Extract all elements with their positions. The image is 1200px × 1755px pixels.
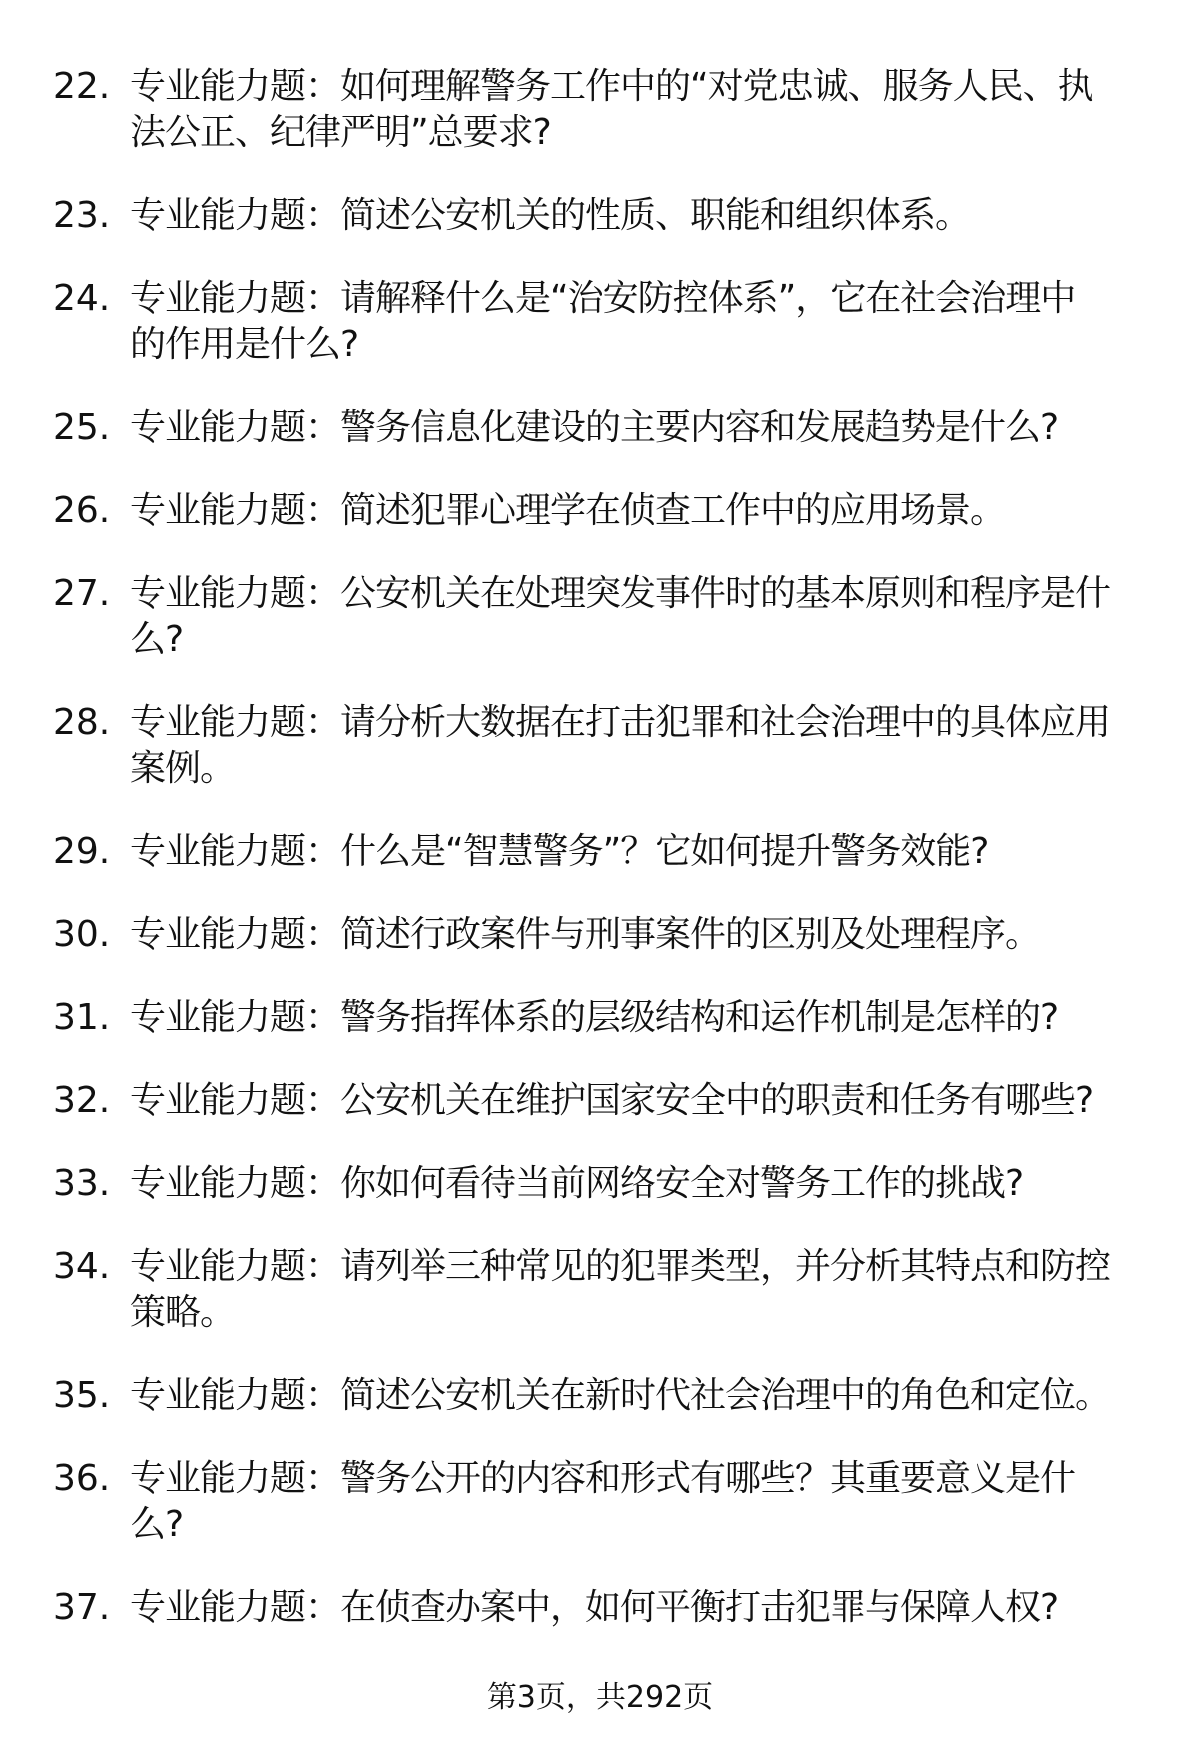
question-item: [0, 571, 1200, 663]
question-text-line: 专业能力题：请解释什么是“治安防控体系”，它在社会治理中: [130, 278, 1076, 319]
page-number: 第3页，共292页: [486, 1680, 714, 1715]
question-text: [130, 405, 1200, 451]
question-number: 30.: [53, 914, 111, 955]
question-item: [0, 276, 1200, 368]
question-number: 24.: [53, 278, 111, 319]
question-text: [130, 1078, 1200, 1124]
question-number: 34.: [53, 1246, 111, 1287]
question-text: [130, 571, 1200, 663]
question-item: [0, 405, 1200, 451]
question-text: [130, 1585, 1200, 1631]
question-text: [130, 1161, 1200, 1207]
question-item: [0, 1585, 1200, 1631]
question-item: [0, 829, 1200, 875]
question-text-line: 法公正、纪律严明”总要求?: [130, 112, 551, 153]
question-text: [130, 1373, 1200, 1419]
question-text: [130, 276, 1200, 368]
question-number: 36.: [53, 1458, 111, 1499]
question-text-line: 专业能力题：在侦查办案中，如何平衡打击犯罪与保障人权?: [130, 1587, 1059, 1628]
question-text-line: 专业能力题：简述公安机关的性质、职能和组织体系。: [130, 195, 971, 236]
question-text-line: 案例。: [130, 748, 236, 789]
question-text-line: 专业能力题：简述犯罪心理学在侦查工作中的应用场景。: [130, 490, 1006, 531]
question-item: [0, 1161, 1200, 1207]
question-text-line: 专业能力题：警务指挥体系的层级结构和运作机制是怎样的?: [130, 997, 1059, 1038]
question-number: 32.: [53, 1080, 111, 1121]
question-number: 29.: [53, 831, 111, 872]
question-item: [0, 700, 1200, 792]
question-number: 22.: [53, 66, 111, 107]
question-text-line: 专业能力题：简述行政案件与刑事案件的区别及处理程序。: [130, 914, 1041, 955]
question-text: [130, 995, 1200, 1041]
question-list: [0, 64, 1200, 1668]
question-text-line: 么?: [130, 1504, 184, 1545]
question-number: 25.: [53, 407, 111, 448]
question-text: [130, 912, 1200, 958]
question-item: [0, 1244, 1200, 1336]
question-item: [0, 488, 1200, 534]
question-item: [0, 193, 1200, 239]
question-number: 33.: [53, 1163, 111, 1204]
question-text-line: 专业能力题：警务信息化建设的主要内容和发展趋势是什么?: [130, 407, 1059, 448]
question-text: [130, 193, 1200, 239]
question-text-line: 专业能力题：警务公开的内容和形式有哪些？其重要意义是什: [130, 1458, 1076, 1499]
question-text-line: 策略。: [130, 1292, 236, 1333]
question-number: 23.: [53, 195, 111, 236]
question-item: [0, 995, 1200, 1041]
question-item: [0, 64, 1200, 156]
question-text-line: 专业能力题：请列举三种常见的犯罪类型，并分析其特点和防控: [130, 1246, 1111, 1287]
question-text-line: 专业能力题：简述公安机关在新时代社会治理中的角色和定位。: [130, 1375, 1111, 1416]
question-number: 27.: [53, 573, 111, 614]
question-text-line: 的作用是什么?: [130, 324, 359, 365]
question-text: [130, 1244, 1200, 1336]
question-number: 35.: [53, 1375, 111, 1416]
question-text-line: 专业能力题：什么是“智慧警务”？它如何提升警务效能?: [130, 831, 989, 872]
question-number: 31.: [53, 997, 111, 1038]
question-item: [0, 1456, 1200, 1548]
question-item: [0, 912, 1200, 958]
question-text-line: 专业能力题：如何理解警务工作中的“对党忠诚、服务人民、执: [130, 66, 1093, 107]
question-text: [130, 829, 1200, 875]
question-text: [130, 700, 1200, 792]
question-text-line: 专业能力题：公安机关在维护国家安全中的职责和任务有哪些?: [130, 1080, 1094, 1121]
question-text: [130, 64, 1200, 156]
question-item: [0, 1373, 1200, 1419]
question-number: 37.: [53, 1587, 111, 1628]
question-text-line: 专业能力题：请分析大数据在打击犯罪和社会治理中的具体应用: [130, 702, 1111, 743]
question-text-line: 专业能力题：公安机关在处理突发事件时的基本原则和程序是什: [130, 573, 1111, 614]
question-text: [130, 1456, 1200, 1548]
question-number: 28.: [53, 702, 111, 743]
question-text-line: 专业能力题：你如何看待当前网络安全对警务工作的挑战?: [130, 1163, 1024, 1204]
question-item: [0, 1078, 1200, 1124]
question-text: [130, 488, 1200, 534]
question-number: 26.: [53, 490, 111, 531]
question-text-line: 么?: [130, 619, 184, 660]
